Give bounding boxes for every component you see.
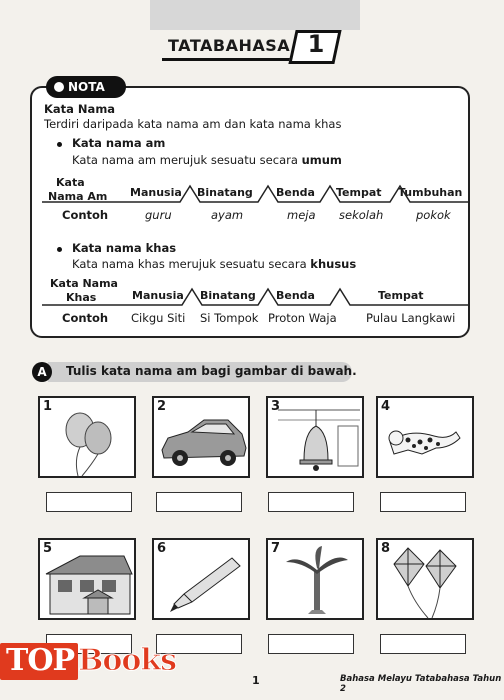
am-example-0: guru [145, 208, 172, 222]
khas-example-label: Contoh [62, 311, 109, 325]
khas-example-2: Proton Waja [268, 311, 337, 325]
khas-row-label-2: Khas [66, 291, 97, 304]
answer-box-3[interactable] [268, 492, 354, 512]
answer-box-7[interactable] [268, 634, 354, 654]
bullet-icon [54, 82, 64, 92]
bell-icon [268, 398, 366, 480]
am-bullet-icon [57, 142, 62, 147]
khas-example-0: Cikgu Siti [131, 311, 186, 325]
brand-part-1: TOP [0, 643, 78, 680]
answer-box-1[interactable] [46, 492, 132, 512]
nota-heading: Kata Nama [44, 102, 116, 116]
answer-box-4[interactable] [380, 492, 466, 512]
khas-category-3: Tempat [378, 289, 424, 302]
khas-description [72, 257, 356, 271]
picture-number-5: 5 [43, 541, 53, 556]
balloons-icon [40, 398, 138, 480]
khas-category-divider [40, 283, 470, 313]
am-example-2: meja [287, 208, 316, 222]
picture-number-3: 3 [271, 399, 281, 414]
car-icon [154, 398, 252, 480]
section-a-badge: A [32, 362, 52, 382]
am-desc-prefix: Kata nama am merujuk sesuatu secara [72, 153, 298, 167]
brand-part-2: Books [78, 643, 177, 678]
picture-number-1: 1 [43, 399, 53, 414]
am-example-1: ayam [211, 208, 244, 222]
am-category-2: Benda [276, 186, 315, 199]
picture-card-3 [266, 396, 364, 478]
picture-number-6: 6 [157, 541, 167, 556]
page-title: TATABAHASA [168, 36, 291, 55]
picture-number-4: 4 [381, 399, 391, 414]
am-description [72, 153, 342, 167]
nota-badge [46, 76, 126, 98]
section-a-instruction: Tulis kata nama am bagi gambar di bawah. [66, 364, 357, 378]
banana-tree-icon [268, 540, 366, 622]
book-series-title: Bahasa Melayu Tatabahasa Tahun 2 [340, 674, 502, 694]
picture-card-2 [152, 396, 250, 478]
nota-intro: Terdiri daripada kata nama am dan kata nama khas [44, 117, 342, 131]
khas-category-0: Manusia [132, 289, 184, 302]
picture-card-4 [376, 396, 474, 478]
page-number: 1 [252, 674, 260, 687]
kites-icon [378, 540, 476, 622]
cat-icon [378, 398, 476, 480]
am-category-3: Tempat [336, 186, 382, 199]
khas-category-2: Benda [276, 289, 315, 302]
unit-number: 1 [307, 30, 325, 58]
am-category-divider [40, 180, 470, 210]
am-category-0: Manusia [130, 186, 182, 199]
am-category-4: Tumbuhan [398, 186, 463, 199]
am-desc-emph: umum [301, 153, 342, 167]
am-example-label: Contoh [62, 208, 109, 222]
am-row-label-1: Kata [56, 176, 85, 189]
khas-bullet-icon [57, 247, 62, 252]
am-row-label-2: Nama Am [48, 190, 108, 203]
khas-row-label-1: Kata Nama [50, 277, 118, 290]
khas-category-1: Binatang [200, 289, 256, 302]
header-band [150, 0, 360, 30]
khas-example-1: Si Tompok [200, 311, 259, 325]
picture-card-8 [376, 538, 474, 620]
picture-card-1 [38, 396, 136, 478]
brand-watermark [0, 643, 176, 678]
title-underline [162, 58, 292, 61]
am-example-3: sekolah [339, 208, 384, 222]
nota-badge-label: NOTA [68, 80, 105, 94]
khas-desc-prefix: Kata nama khas merujuk sesuatu secara [72, 257, 307, 271]
am-example-4: pokok [416, 208, 451, 222]
am-category-1: Binatang [197, 186, 253, 199]
khas-title: Kata nama khas [72, 241, 177, 255]
answer-box-2[interactable] [156, 492, 242, 512]
khas-desc-emph: khusus [310, 257, 357, 271]
pencil-icon [154, 540, 252, 622]
picture-number-8: 8 [381, 541, 391, 556]
house-icon [40, 540, 138, 622]
picture-number-7: 7 [271, 541, 281, 556]
picture-number-2: 2 [157, 399, 167, 414]
am-title: Kata nama am [72, 136, 166, 150]
picture-card-6 [152, 538, 250, 620]
answer-box-8[interactable] [380, 634, 466, 654]
picture-card-7 [266, 538, 364, 620]
picture-card-5 [38, 538, 136, 620]
khas-example-3: Pulau Langkawi [366, 311, 456, 325]
